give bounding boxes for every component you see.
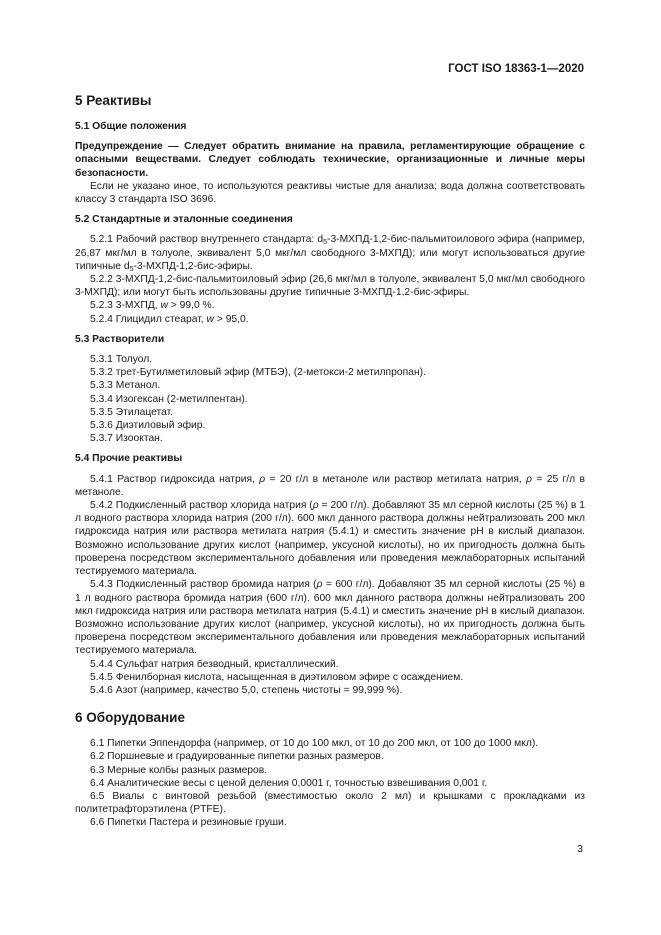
list-item: 6.4 Аналитические весы с ценой деления 0,0001 г, точностью взвешивания 0,001 г. (90, 777, 488, 789)
standard-header: ГОСТ ISO 18363-1—2020 (448, 63, 584, 75)
list-item: 6.5 Виалы с винтовой резьбой (вместимостью около 2 мл) и крышками с прокладками из политетрафторэтилена (PTFE). (75, 790, 585, 816)
page-content (75, 93, 585, 830)
paragraph-5-4-3: 5.4.3 Подкисленный раствор бромида натрия (ρ = 600 г/л). Добавляют 35 мл серной кислоты (25 %) в 1 л водного раствора бромида натрия (600 г/л). 600 мкл данного раствора должны нейтрализовать 200 мкл гидроксида натрия или раствора метилата натрия (5.4.1) и сместить значение рН в кислый диапазон. Возможно использование других кислот (например, уксусной кислоты), но их пригодность должна быть проверена посредством экспериментального добавления или проведения межлабораторных испытаний тестируемого материала. (75, 579, 585, 657)
paragraph-5-4-2: 5.4.2 Подкисленный раствор хлорида натрия (ρ = 200 г/л). Добавляют 35 мл серной кислоты (25 %) в 1 л водного раствора хлорида натрия (200 г/л). 600 мкл данного раствора должны нейтрализовать 200 мкл гидроксида натрия или раствора метилата натрия (5.4.1) и сместить значение рН в кислый диапазон. Возможно использование других кислот (например, уксусной кислоты), но их пригодность должна быть проверена посредством экспериментального добавления или проведения межлабораторных испытаний тестируемого материала. (75, 500, 585, 578)
paragraph-5-2-3: 5.2.3 3-МХПД, w > 99,0 %. (90, 300, 215, 312)
list-item: 5.3.2 трет-Бутилметиловый эфир (МТБЭ), (2-метокси-2 метилпропан). (90, 367, 426, 379)
safety-warning: Предупреждение — Следует обратить внимание на правила, регламентирующие обращение с опасными веществами. Следует соблюдать технические, организационные и личные меры безопасности. (75, 141, 585, 179)
section-5-4-heading: 5.4 Прочие реактивы (75, 453, 183, 465)
page-number: 3 (577, 843, 583, 855)
list-item: 5.3.1 Толуол. (90, 354, 153, 366)
paragraph-5-4-1: 5.4.1 Раствор гидроксида натрия, ρ = 20 г/л в метаноле или раствор метилата натрия, ρ = 25 г/л в метаноле. (75, 473, 585, 498)
list-item: 5.4.6 Азот (например, качество 5,0, степень чистоты = 99,999 %). (90, 684, 403, 696)
list-item: 5.3.5 Этилацетат. (90, 406, 174, 418)
paragraph-5-2-4: 5.2.4 Глицидил стеарат, w > 95,0. (90, 313, 249, 325)
list-item: 6.3 Мерные колбы разных размеров. (90, 764, 268, 776)
paragraph-5-2-2: 5.2.2 3-МХПД-1,2-бис-пальмитоиловый эфир (26,6 мкг/мл в толуоле, эквивалент 5,0 мкг/мл свободного 3-МХПД); или могут быть использованы другие типичные 3-МХПД-1,2-бис-эфиры. (75, 274, 585, 299)
paragraph-5-2-1: 5.2.1 Рабочий раствор внутреннего стандарта: $d_5-3-МХПД-1,2-бис$-пальмитоилового эфира (например, 26,87 мкг/мл в толуоле, эквивалент 5,0 мкг/мл свободного 3-МХПД); или могут использоваться другие типичные $d_5-3-МХПД-1,2-бис$-эфиры. (75, 234, 585, 273)
section-5-1-heading: 5.1 Общие положения (75, 121, 187, 132)
reagents-general-text: Если не указано иное, то используются реактивы чистые для анализа; вода должна соответствовать классу 3 стандарта ISO 3696. (75, 180, 585, 206)
section-5-3-heading: 5.3 Растворители (75, 333, 165, 345)
list-item: 6.6 Пипетки Пастера и резиновые груши. (90, 817, 287, 829)
list-item: 6.1 Пипетки Эппендорфа (например, от 10 до 100 мкл, от 10 до 200 мкл, от 100 до 1000 мкл). (90, 738, 539, 750)
list-item: 5.4.4 Сульфат натрия безводный, кристаллический. (90, 658, 339, 670)
section-5-heading: 5 Реактивы (75, 93, 152, 108)
list-item: 5.4.5 Фенилборная кислота, насыщенная в диэтиловом эфире с осаждением. (90, 671, 464, 683)
list-item: 6.2 Поршневые и градуированные пипетки разных размеров. (90, 751, 384, 763)
section-6-heading: 6 Оборудование (75, 710, 185, 726)
list-item: 5.3.7 Изооктан. (90, 433, 163, 445)
list-item: 5.3.3 Метанол. (90, 380, 161, 392)
section-5-2-heading: 5.2 Стандартные и эталонные соединения (75, 214, 293, 226)
list-item: 5.3.6 Диэтиловый эфир. (90, 420, 206, 432)
list-item: 5.3.4 Изогексан (2-метилпентан). (90, 393, 248, 405)
